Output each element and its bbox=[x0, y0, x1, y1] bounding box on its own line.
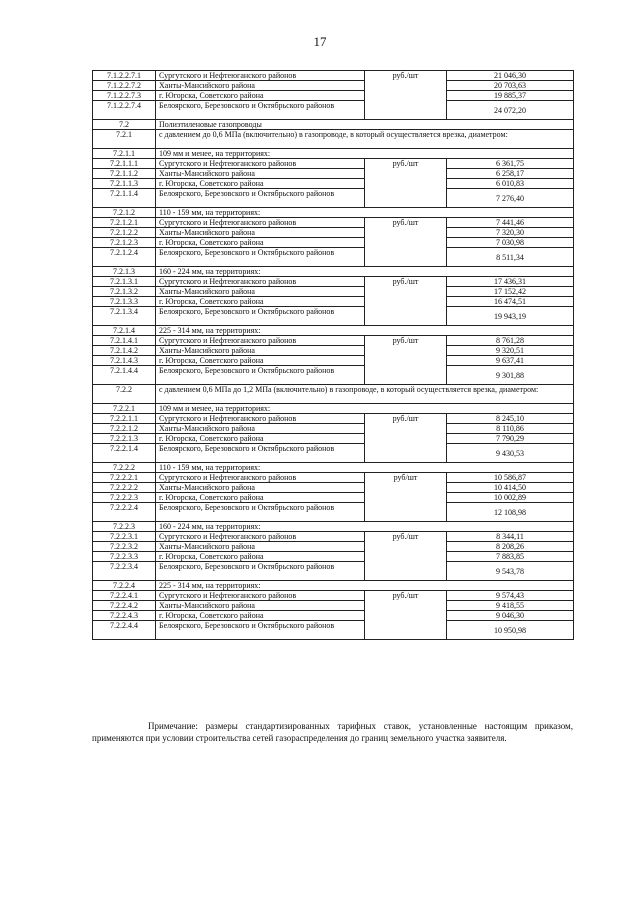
row-value: 10 586,87 bbox=[447, 473, 574, 483]
table-row bbox=[93, 522, 574, 532]
table-row bbox=[93, 483, 574, 493]
row-section-heading: Полиэтиленовые газопроводы bbox=[156, 120, 574, 130]
tariff-table bbox=[92, 70, 574, 640]
row-value: 9 301,88 bbox=[447, 366, 574, 385]
row-territory: г. Югорска, Советского района bbox=[156, 493, 365, 503]
table-row bbox=[93, 503, 574, 522]
table-row bbox=[93, 81, 574, 91]
row-value: 8 110,86 bbox=[447, 424, 574, 434]
row-territory: Сургутского и Нефтеюганского районов bbox=[156, 414, 365, 424]
row-territory: Сургутского и Нефтеюганского районов bbox=[156, 159, 365, 169]
row-value: 24 072,20 bbox=[447, 101, 574, 120]
table-row bbox=[93, 91, 574, 101]
row-unit: руб./шт bbox=[365, 277, 447, 326]
table-row bbox=[93, 149, 574, 159]
page-number: 17 bbox=[313, 34, 327, 49]
row-territory: Сургутского и Нефтеюганского районов bbox=[156, 218, 365, 228]
row-value: 7 441,46 bbox=[447, 218, 574, 228]
row-code: 7.2.1.3.1 bbox=[93, 277, 156, 287]
row-value: 9 320,51 bbox=[447, 346, 574, 356]
row-value: 9 430,53 bbox=[447, 444, 574, 463]
table-row bbox=[93, 414, 574, 424]
row-territory: Сургутского и Нефтеюганского районов bbox=[156, 473, 365, 483]
row-code: 7.2.2.3.2 bbox=[93, 542, 156, 552]
table-row bbox=[93, 179, 574, 189]
table-row bbox=[93, 248, 574, 267]
row-territory: Ханты-Мансийского района bbox=[156, 346, 365, 356]
row-territory: Белоярского, Березовского и Октябрьского районов bbox=[156, 621, 365, 640]
row-territory: г. Югорска, Советского района bbox=[156, 434, 365, 444]
table-row bbox=[93, 552, 574, 562]
row-code: 7.2.1.3.2 bbox=[93, 287, 156, 297]
row-code: 7.2.1.4.1 bbox=[93, 336, 156, 346]
table-row bbox=[93, 297, 574, 307]
row-code: 7.2.1.2.2 bbox=[93, 228, 156, 238]
row-territory: Белоярского, Березовского и Октябрьского районов bbox=[156, 366, 365, 385]
row-territory: Сургутского и Нефтеюганского районов bbox=[156, 336, 365, 346]
row-code: 7.2.2.3.3 bbox=[93, 552, 156, 562]
table-row bbox=[93, 130, 574, 149]
row-territory: Белоярского, Березовского и Октябрьского районов bbox=[156, 444, 365, 463]
row-code: 7.2.2.1.1 bbox=[93, 414, 156, 424]
table-row bbox=[93, 385, 574, 404]
row-value: 9 046,30 bbox=[447, 611, 574, 621]
row-value: 12 108,98 bbox=[447, 503, 574, 522]
row-territory: Ханты-Мансийского района bbox=[156, 424, 365, 434]
row-territory: Сургутского и Нефтеюганского районов bbox=[156, 591, 365, 601]
table-row bbox=[93, 542, 574, 552]
row-code: 7.2.2.1 bbox=[93, 404, 156, 414]
row-value: 8 511,34 bbox=[447, 248, 574, 267]
row-code: 7.2.2 bbox=[93, 385, 156, 404]
row-code: 7.2.2.4.3 bbox=[93, 611, 156, 621]
row-code: 7.2.2.2.1 bbox=[93, 473, 156, 483]
row-value: 8 344,11 bbox=[447, 532, 574, 542]
row-territory: г. Югорска, Советского района bbox=[156, 91, 365, 101]
row-value: 8 761,28 bbox=[447, 336, 574, 346]
row-value: 7 276,40 bbox=[447, 189, 574, 208]
row-code: 7.2.1.1.3 bbox=[93, 179, 156, 189]
row-code: 7.2.1.4.2 bbox=[93, 346, 156, 356]
table-row bbox=[93, 404, 574, 414]
row-territory: Ханты-Мансийского района bbox=[156, 169, 365, 179]
row-value: 21 046,30 bbox=[447, 71, 574, 81]
row-unit: руб/шт bbox=[365, 473, 447, 522]
row-value: 10 002,89 bbox=[447, 493, 574, 503]
row-territory: Ханты-Мансийского района bbox=[156, 287, 365, 297]
table-row bbox=[93, 307, 574, 326]
table-row bbox=[93, 71, 574, 81]
row-territory: Белоярского, Березовского и Октябрьского районов bbox=[156, 248, 365, 267]
row-value: 8 245,10 bbox=[447, 414, 574, 424]
table-row bbox=[93, 277, 574, 287]
row-code: 7.2.2.1.3 bbox=[93, 434, 156, 444]
row-territory: Белоярского, Березовского и Октябрьского районов bbox=[156, 503, 365, 522]
row-code: 7.2.1.1 bbox=[93, 149, 156, 159]
table-row bbox=[93, 424, 574, 434]
row-code: 7.1.2.2.7.2 bbox=[93, 81, 156, 91]
row-value: 7 030,98 bbox=[447, 238, 574, 248]
row-value: 20 703,63 bbox=[447, 81, 574, 91]
row-value: 8 208,26 bbox=[447, 542, 574, 552]
row-unit: руб./шт bbox=[365, 336, 447, 385]
row-territory: Сургутского и Нефтеюганского районов bbox=[156, 532, 365, 542]
row-territory: Ханты-Мансийского района bbox=[156, 81, 365, 91]
table-row bbox=[93, 159, 574, 169]
table-row bbox=[93, 611, 574, 621]
row-code: 7.2.1.3 bbox=[93, 267, 156, 277]
row-value: 17 436,31 bbox=[447, 277, 574, 287]
row-code: 7.2.1.4 bbox=[93, 326, 156, 336]
table-row bbox=[93, 101, 574, 120]
row-code: 7.2.2.3.4 bbox=[93, 562, 156, 581]
row-code: 7.2.1.4.4 bbox=[93, 366, 156, 385]
table-row bbox=[93, 434, 574, 444]
row-code: 7.2.1.1.1 bbox=[93, 159, 156, 169]
row-territory: Ханты-Мансийского района bbox=[156, 228, 365, 238]
row-unit: руб./шт bbox=[365, 71, 447, 120]
row-territory: Ханты-Мансийского района bbox=[156, 542, 365, 552]
table-row bbox=[93, 621, 574, 640]
row-code: 7.1.2.2.7.4 bbox=[93, 101, 156, 120]
row-territory: г. Югорска, Советского района bbox=[156, 238, 365, 248]
row-code: 7.2.1.1.4 bbox=[93, 189, 156, 208]
row-code: 7.2 bbox=[93, 120, 156, 130]
row-value: 16 474,51 bbox=[447, 297, 574, 307]
row-unit: руб./шт bbox=[365, 532, 447, 581]
row-unit: руб./шт bbox=[365, 591, 447, 640]
row-code: 7.2.2.4 bbox=[93, 581, 156, 591]
row-code: 7.2.2.4.1 bbox=[93, 591, 156, 601]
row-territory: г. Югорска, Советского района bbox=[156, 611, 365, 621]
table-row bbox=[93, 228, 574, 238]
table-row bbox=[93, 287, 574, 297]
row-value: 19 885,37 bbox=[447, 91, 574, 101]
row-value: 6 010,83 bbox=[447, 179, 574, 189]
row-territory: Белоярского, Березовского и Октябрьского районов bbox=[156, 189, 365, 208]
row-code: 7.2.1.2.4 bbox=[93, 248, 156, 267]
row-value: 6 258,17 bbox=[447, 169, 574, 179]
row-section-heading: 110 - 159 мм, на территориях: bbox=[156, 208, 574, 218]
row-code: 7.2.1.3.3 bbox=[93, 297, 156, 307]
row-code: 7.2.1.2.3 bbox=[93, 238, 156, 248]
row-pressure-heading: с давлением 0,6 МПа до 1,2 МПа (включительно) в газопроводе, в который осуществляется врезка, диаметром: bbox=[156, 385, 574, 404]
table-row bbox=[93, 562, 574, 581]
row-code: 7.2.1.3.4 bbox=[93, 307, 156, 326]
row-code: 7.2.2.3.1 bbox=[93, 532, 156, 542]
table-row bbox=[93, 218, 574, 228]
row-code: 7.2.2.1.2 bbox=[93, 424, 156, 434]
row-territory: г. Югорска, Советского района bbox=[156, 356, 365, 366]
row-value: 7 320,30 bbox=[447, 228, 574, 238]
table-row bbox=[93, 366, 574, 385]
row-code: 7.1.2.2.7.1 bbox=[93, 71, 156, 81]
row-territory: Ханты-Мансийского района bbox=[156, 483, 365, 493]
row-value: 6 361,75 bbox=[447, 159, 574, 169]
row-section-heading: 225 - 314 мм, на территориях: bbox=[156, 326, 574, 336]
row-section-heading: 160 - 224 мм, на территориях: bbox=[156, 522, 574, 532]
table-row bbox=[93, 532, 574, 542]
row-value: 9 574,43 bbox=[447, 591, 574, 601]
row-territory: Белоярского, Березовского и Октябрьского районов bbox=[156, 307, 365, 326]
tariff-table-body bbox=[93, 71, 574, 640]
row-territory: Белоярского, Березовского и Октябрьского районов bbox=[156, 101, 365, 120]
row-unit: руб./шт bbox=[365, 159, 447, 208]
row-value: 19 943,19 bbox=[447, 307, 574, 326]
table-row bbox=[93, 169, 574, 179]
row-section-heading: 109 мм и менее, на территориях: bbox=[156, 149, 574, 159]
row-section-heading: 225 - 314 мм, на территориях: bbox=[156, 581, 574, 591]
row-section-heading: 110 - 159 мм, на территориях: bbox=[156, 463, 574, 473]
table-row bbox=[93, 591, 574, 601]
row-territory: г. Югорска, Советского района bbox=[156, 552, 365, 562]
table-row bbox=[93, 326, 574, 336]
table-row bbox=[93, 189, 574, 208]
row-territory: Белоярского, Березовского и Октябрьского районов bbox=[156, 562, 365, 581]
row-code: 7.2.2.2.4 bbox=[93, 503, 156, 522]
row-code: 7.2.2.4.4 bbox=[93, 621, 156, 640]
table-row bbox=[93, 120, 574, 130]
row-code: 7.2.2.2 bbox=[93, 463, 156, 473]
table-row bbox=[93, 346, 574, 356]
row-value: 7 883,85 bbox=[447, 552, 574, 562]
row-value: 17 152,42 bbox=[447, 287, 574, 297]
row-value: 10 950,98 bbox=[447, 621, 574, 640]
row-unit: руб./шт bbox=[365, 414, 447, 463]
row-territory: г. Югорска, Советского района bbox=[156, 297, 365, 307]
row-code: 7.2.2.2.2 bbox=[93, 483, 156, 493]
row-code: 7.2.2.2.3 bbox=[93, 493, 156, 503]
row-value: 7 790,29 bbox=[447, 434, 574, 444]
row-territory: г. Югорска, Советского района bbox=[156, 179, 365, 189]
row-code: 7.2.1.2 bbox=[93, 208, 156, 218]
table-row bbox=[93, 493, 574, 503]
row-section-heading: 109 мм и менее, на территориях: bbox=[156, 404, 574, 414]
table-row bbox=[93, 267, 574, 277]
row-value: 9 418,55 bbox=[447, 601, 574, 611]
table-row bbox=[93, 208, 574, 218]
row-territory: Сургутского и Нефтеюганского районов bbox=[156, 71, 365, 81]
row-territory: Сургутского и Нефтеюганского районов bbox=[156, 277, 365, 287]
table-row bbox=[93, 356, 574, 366]
table-row bbox=[93, 238, 574, 248]
row-section-heading: 160 - 224 мм, на территориях: bbox=[156, 267, 574, 277]
row-code: 7.1.2.2.7.3 bbox=[93, 91, 156, 101]
row-code: 7.2.1.1.2 bbox=[93, 169, 156, 179]
row-pressure-heading: с давлением до 0,6 МПа (включительно) в газопроводе, в который осуществляется врезка, диаметром: bbox=[156, 130, 574, 149]
table-row bbox=[93, 463, 574, 473]
row-code: 7.2.1 bbox=[93, 130, 156, 149]
row-code: 7.2.1.4.3 bbox=[93, 356, 156, 366]
table-row bbox=[93, 601, 574, 611]
table-row bbox=[93, 581, 574, 591]
row-territory: Ханты-Мансийского района bbox=[156, 601, 365, 611]
row-value: 9 637,41 bbox=[447, 356, 574, 366]
row-value: 9 543,78 bbox=[447, 562, 574, 581]
table-row bbox=[93, 336, 574, 346]
row-code: 7.2.2.1.4 bbox=[93, 444, 156, 463]
table-row bbox=[93, 444, 574, 463]
row-value: 10 414,50 bbox=[447, 483, 574, 493]
row-code: 7.2.2.3 bbox=[93, 522, 156, 532]
table-row bbox=[93, 473, 574, 483]
row-unit: руб./шт bbox=[365, 218, 447, 267]
row-code: 7.2.1.2.1 bbox=[93, 218, 156, 228]
footnote: Примечание: размеры стандартизированных тарифных ставок, установленные настоящим приказом, применяются при условии строительства сетей газораспределения до границ земельного участка заявителя. bbox=[92, 721, 573, 743]
row-code: 7.2.2.4.2 bbox=[93, 601, 156, 611]
